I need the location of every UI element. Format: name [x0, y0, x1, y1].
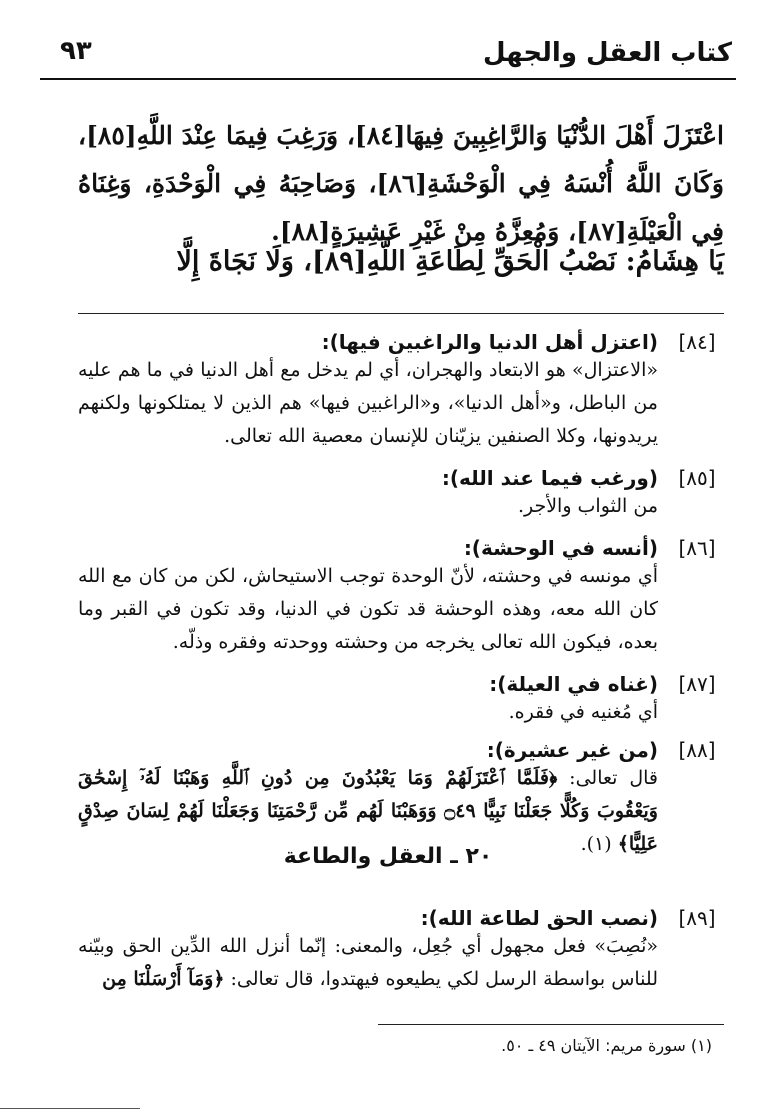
page-header [40, 30, 736, 80]
note-title: (أنسه في الوحشة): [463, 536, 658, 560]
note-body: من الثواب والأجر. [517, 495, 658, 517]
note-89 [78, 906, 736, 996]
main-separator [78, 313, 724, 314]
quran-verse: ﴿وَمَآ أَرْسَلْنَا مِن [102, 968, 225, 990]
scan-edge-line [0, 1108, 140, 1109]
footnote: (١) سورة مريم: الآيتان ٤٩ ـ ٥٠. [501, 1036, 712, 1055]
quran-verse: ﴿فَلَمَّا ٱعْتَزَلَهُمْ وَمَا يَعْبُدُونَ مِن دُونِ ٱللَّهِ وَهَبْنَا لَهُۥٓ إِسْحَٰقَ وَيَعْقُوبَ وَكُلًّا جَعَلْنَا نَبِيًّا ۝٤٩ وَوَهَبْنَا لَهُم مِّن رَّحْمَتِنَا وَجَعَلْنَا لَهُمْ لِسَانَ صِدْقٍ عَلِيًّا﴾ [78, 767, 658, 855]
note-body: «الاعتزال» هو الابتعاد والهجران، أي لم يدخل مع أهل الدنيا في ما هم عليه من الباطل، و«أهل الدنيا»، و«الراغبين فيها» هم الذين لا يمتلكونها ولكنهم يريدونها، وكلا الصنفين يزيّنان للإنسان معصية الله تعالى. [78, 359, 658, 447]
note-number: [٨٤] [678, 330, 716, 354]
note-body: أي مُغنيه في فقره. [508, 701, 658, 723]
note-title: (ورغب فيما عند الله): [441, 466, 658, 490]
note-title: (من غير عشيرة): [486, 738, 658, 762]
footnote-separator [378, 1024, 724, 1025]
note-title: (اعتزل أهل الدنيا والراغبين فيها): [321, 330, 658, 354]
note-body-text: «نُصِبَ» فعل مجهول أي جُعِل، والمعنى: إنّما أنزل الله الدِّين الحق وبيّنه للناس بواسطة الرسل لكي يطيعوه فيهتدوا، قال تعالى: [78, 935, 658, 990]
note-number: [٨٦] [678, 536, 716, 560]
note-title: (غناه في العيلة): [489, 672, 658, 696]
note-body: أي مونسه في وحشته، لأنّ الوحدة توجب الاستيحاش، لكن من كان مع الله كان الله معه، وهذه الوحشة قد تكون في الدنيا، وقد تكون في القبر وما بعده، فيكون الله تعالى يخرجه من وحشته ووحدته وفقره وذلّه. [78, 565, 658, 653]
note-body [78, 930, 658, 996]
note-title: (نصب الحق لطاعة الله): [420, 906, 658, 930]
hadith-text-continued: يَا هِشَامُ: نَصْبُ الْحَقِّ لِطَاعَةِ اللَّهِ[٨٩]، وَلَا نَجَاةَ إِلَّا [176, 246, 724, 277]
footnote-reference: (١). [580, 833, 612, 855]
page-number: ٩٣ [60, 36, 92, 66]
section-title: ٢٠ ـ العقل والطاعة [283, 844, 493, 869]
hadith-text: اعْتَزَلَ أَهْلَ الدُّنْيَا وَالرَّاغِبِينَ فِيهَا[٨٤]، وَرَغِبَ فِيمَا عِنْدَ اللَّهِ[٨٥]، وَكَانَ اللَّهُ أُنْسَهُ فِي الْوَحْشَةِ[٨٦]، وَصَاحِبَهُ فِي الْوَحْدَةِ، وَغِنَاهُ فِي الْعَيْلَةِ[٨٧]، وَمُعِزَّهُ مِنْ غَيْرِ عَشِيرَةٍ[٨٨]. [78, 121, 724, 246]
note-84 [78, 330, 736, 453]
note-85 [78, 466, 736, 523]
note-number: [٨٥] [678, 466, 716, 490]
note-87 [78, 672, 736, 729]
book-title: كتاب العقل والجهل [483, 38, 732, 68]
note-86 [78, 536, 736, 659]
note-number: [٨٩] [678, 906, 716, 930]
note-body-text: قال تعالى: [557, 767, 658, 789]
note-number: [٨٧] [678, 672, 716, 696]
note-number: [٨٨] [678, 738, 716, 762]
note-88 [78, 738, 736, 861]
